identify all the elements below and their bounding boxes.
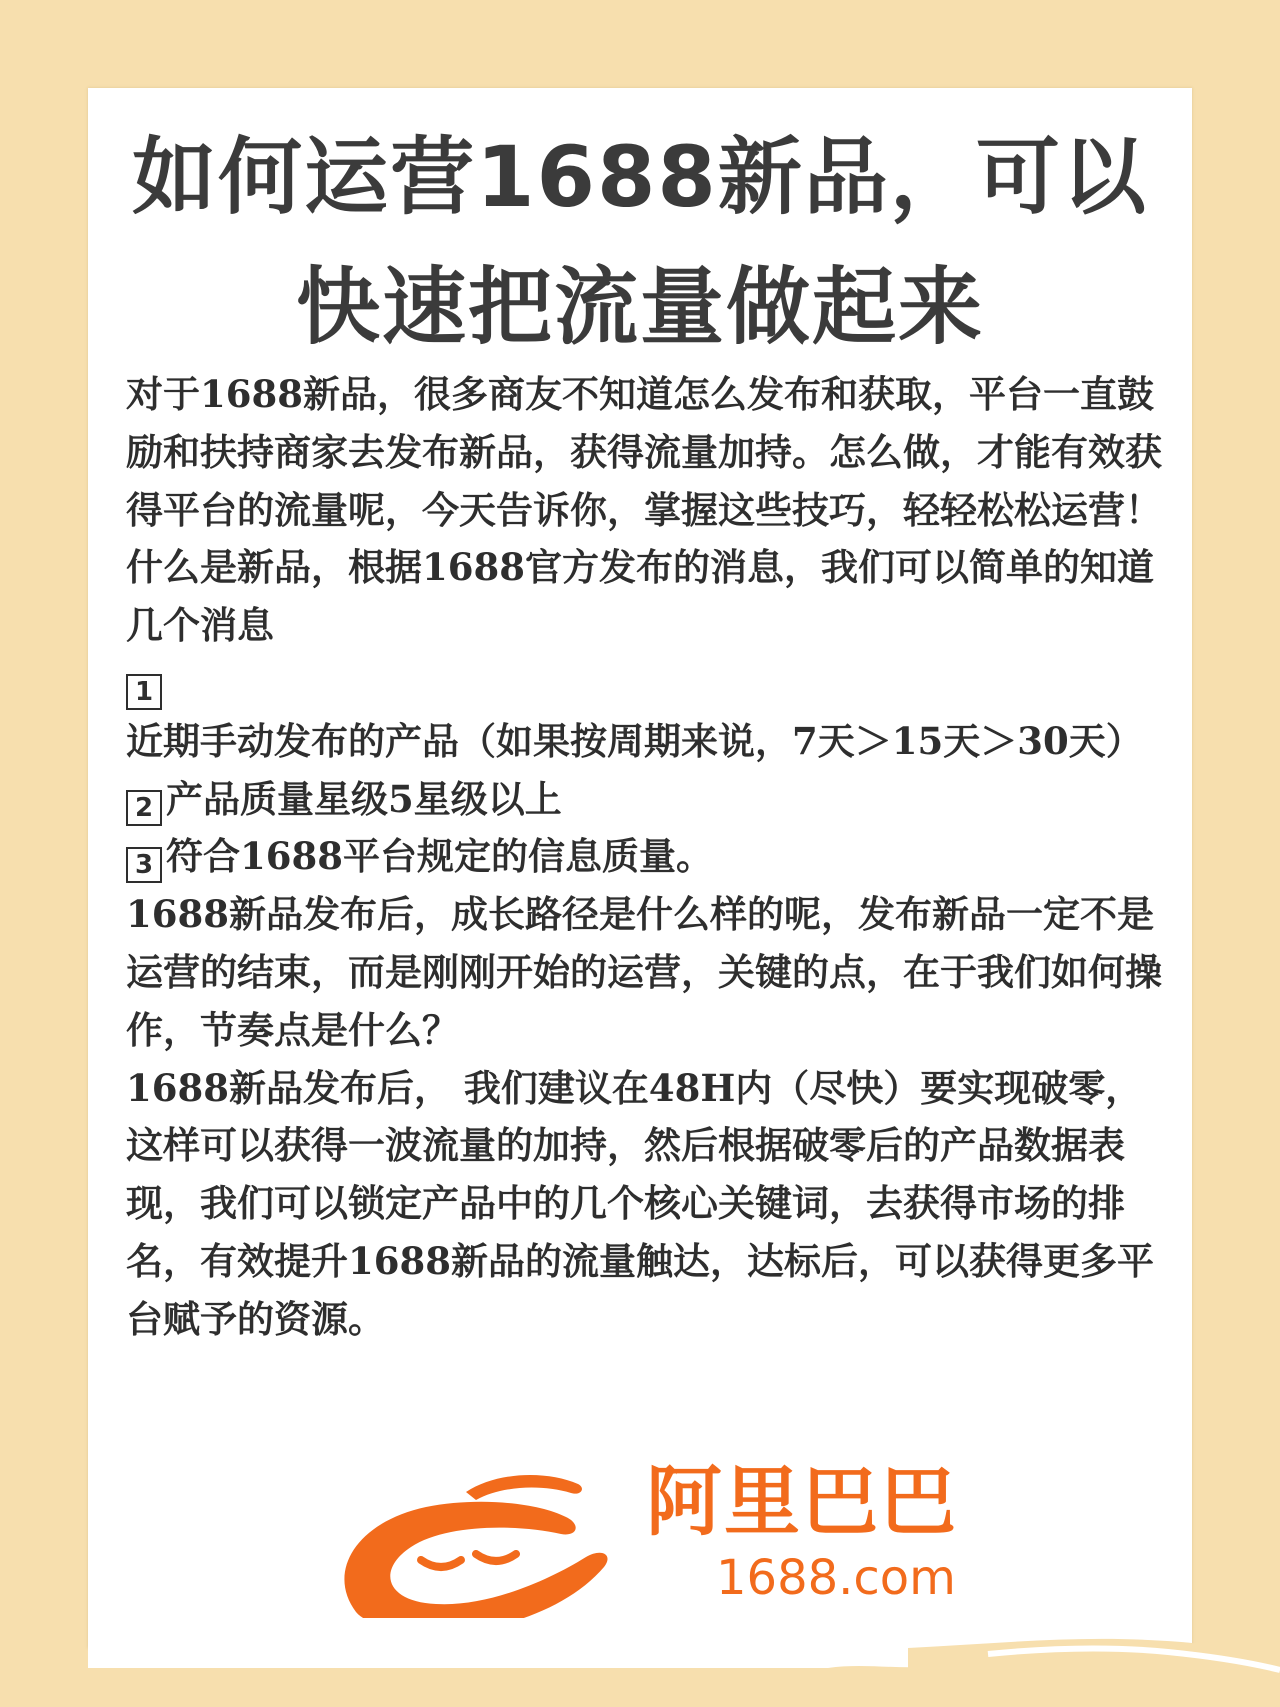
paragraph-growth-path: 1688新品发布后，成长路径是什么样的呢，发布新品一定不是运营的结束，而是刚刚开始的运营，关键的点，在于我们如何操作，节奏点是什么？ xyxy=(126,892,1162,1052)
paragraph-intro: 对于1688新品，很多商友不知道怎么发布和获取，平台一直鼓励和扶持商家去发布新品，获得流量加持。怎么做，才能有效获得平台的流量呢，今天告诉你，掌握这些技巧，轻轻松松运营！ xyxy=(126,372,1162,532)
content-card xyxy=(88,88,1192,1648)
list-item-text: 近期手动发布的产品（如果按周期来说，7天＞15天＞30天） xyxy=(126,718,1143,763)
list-item-text: 符合1688平台规定的信息质量。 xyxy=(166,834,713,879)
number-badge: 1 xyxy=(126,674,162,710)
number-badge: 2 xyxy=(126,790,162,826)
torn-paper-edge xyxy=(88,1618,1280,1678)
page-title xyxy=(88,112,1192,372)
title-line-2: 快速把流量做起来 xyxy=(295,258,984,356)
number-badge: 3 xyxy=(126,847,162,883)
title-line-1: 如何运营1688新品，可以 xyxy=(132,128,1148,226)
logo-chinese-name: 阿里巴巴 xyxy=(646,1457,958,1546)
list-item xyxy=(126,655,1166,771)
paragraph-what-is-new: 什么是新品，根据1688官方发布的消息，我们可以简单的知道几个消息 xyxy=(126,545,1154,648)
paragraph-suggestion: 1688新品发布后， 我们建议在48H内（尽快）要实现破零，这样可以获得一波流量的加持，然后根据破零后的产品数据表现，我们可以锁定产品中的几个核心关键词，去获得市场的排名，有效提升1688新品的流量触达，达标后，可以获得更多平台赋予的资源。 xyxy=(126,1065,1154,1341)
list-item xyxy=(126,828,1166,886)
alibaba-smile-icon xyxy=(316,1462,626,1642)
logo-url: 1688.com xyxy=(716,1550,956,1606)
list-item-text: 产品质量星级5星级以上 xyxy=(166,776,562,821)
article-body xyxy=(126,366,1166,1349)
list-item xyxy=(126,771,1166,829)
